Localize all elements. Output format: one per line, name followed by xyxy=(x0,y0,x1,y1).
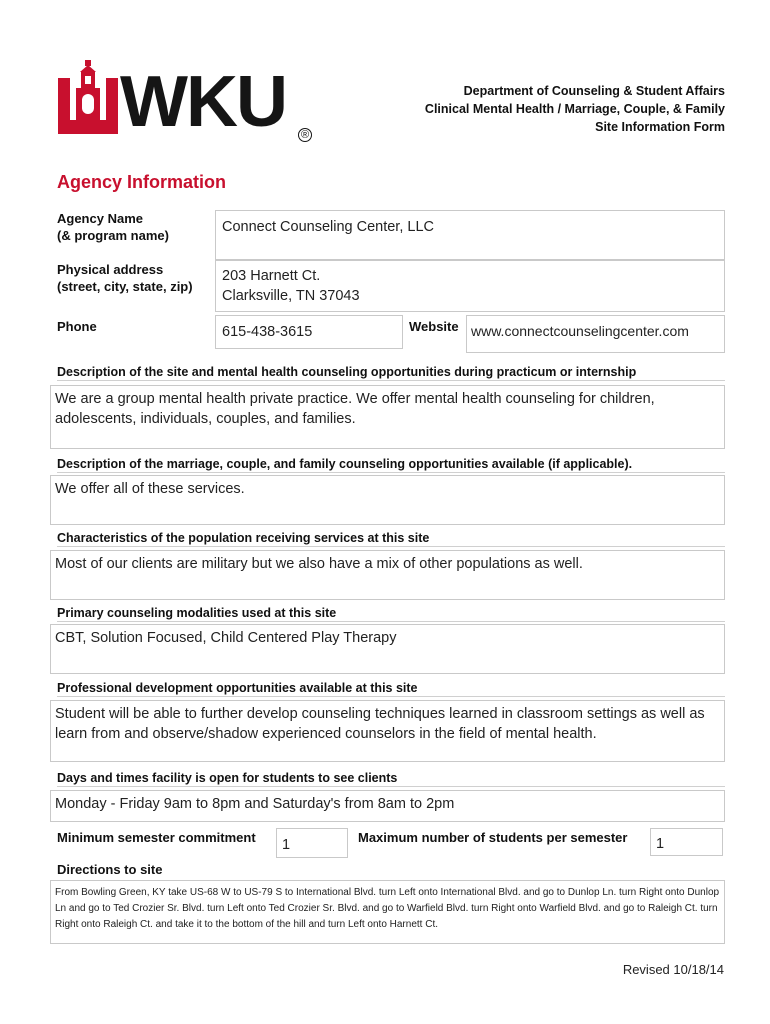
directions-label: Directions to site xyxy=(57,862,163,877)
agency-name-value: Connect Counseling Center, LLC xyxy=(222,219,434,235)
population-field[interactable] xyxy=(50,550,725,600)
site-description-value: We are a group mental health private practice. We offer mental health counseling for children, adolescents, individuals, couples, and families. xyxy=(55,391,655,427)
max-students-field[interactable] xyxy=(650,828,723,856)
directions-field[interactable] xyxy=(50,880,725,944)
phone-label: Phone xyxy=(57,319,97,334)
mcf-description-value: We offer all of these services. xyxy=(55,481,245,497)
address-field[interactable] xyxy=(215,260,725,312)
mcf-description-field[interactable] xyxy=(50,475,725,525)
agency-name-label-line1: Agency Name xyxy=(57,211,143,226)
modalities-value: CBT, Solution Focused, Child Centered Play Therapy xyxy=(55,630,397,646)
profdev-label: Professional development opportunities available at this site xyxy=(57,681,725,697)
population-label: Characteristics of the population receiving services at this site xyxy=(57,531,725,547)
modalities-label: Primary counseling modalities used at this site xyxy=(57,606,725,622)
address-label-line1: Physical address xyxy=(57,262,164,277)
agency-name-field[interactable] xyxy=(215,210,725,260)
modalities-field[interactable] xyxy=(50,624,725,674)
phone-value: 615-438-3615 xyxy=(222,324,313,340)
days-label: Days and times facility is open for students to see clients xyxy=(57,771,725,787)
revision-date: Revised 10/18/14 xyxy=(622,962,724,977)
min-commitment-value: 1 xyxy=(282,837,291,853)
max-students-value: 1 xyxy=(656,836,665,852)
days-field[interactable] xyxy=(50,790,725,822)
logo-wordmark: WKU xyxy=(120,62,286,142)
max-students-label: Maximum number of students per semester xyxy=(358,830,628,845)
min-commitment-label: Minimum semester commitment xyxy=(57,830,256,845)
profdev-field[interactable] xyxy=(50,700,725,762)
form-header xyxy=(425,82,725,136)
website-label: Website xyxy=(409,319,459,334)
address-label-line2: (street, city, state, zip) xyxy=(57,279,193,294)
days-value: Monday - Friday 9am to 8pm and Saturday's from 8am to 2pm xyxy=(55,796,455,812)
site-description-field[interactable] xyxy=(50,385,725,449)
website-value: www.connectcounselingcenter.com xyxy=(471,323,689,339)
program-name: Clinical Mental Health / Marriage, Couple, & Family xyxy=(424,102,725,116)
website-field[interactable] xyxy=(466,315,725,353)
section-title: Agency Information xyxy=(57,172,227,192)
site-description-label: Description of the site and mental health counseling opportunities during practicum or internship xyxy=(57,365,725,381)
department-name: Department of Counseling & Student Affairs xyxy=(463,84,725,98)
address-label xyxy=(57,261,193,295)
registered-mark: ® xyxy=(298,128,312,142)
profdev-value: Student will be able to further develop counseling techniques learned in classroom settings as well as learn from and observe/shadow experienced counselors in the field of mental health. xyxy=(55,706,705,742)
directions-value: From Bowling Green, KY take US-68 W to US-79 S to International Blvd. turn Left onto International Blvd. and go to Dunlop Ln. turn Right onto Dunlop Ln and go to Ted Crozier Sr. Blvd. turn Left onto Ted Crozier Sr. Blvd. and go to Warfield Blvd. turn Right onto Warfield Blvd. and go to Raleigh Ct. turn Right onto Raleigh Ct. and take it to the bottom of the hill and turn Left onto Harnett Ct. xyxy=(55,887,720,930)
form-title: Site Information Form xyxy=(595,120,725,134)
cupola-icon xyxy=(58,60,118,136)
agency-name-label-line2: (& program name) xyxy=(57,228,169,243)
agency-name-label xyxy=(57,210,169,244)
min-commitment-field[interactable] xyxy=(276,828,348,858)
mcf-description-label: Description of the marriage, couple, and family counseling opportunities available (if applicable). xyxy=(57,457,725,473)
address-line2: Clarksville, TN 37043 xyxy=(222,288,360,304)
address-line1: 203 Harnett Ct. xyxy=(222,268,321,284)
population-value: Most of our clients are military but we also have a mix of other populations as well. xyxy=(55,556,583,572)
phone-field[interactable] xyxy=(215,315,403,349)
wku-logo xyxy=(58,60,118,141)
